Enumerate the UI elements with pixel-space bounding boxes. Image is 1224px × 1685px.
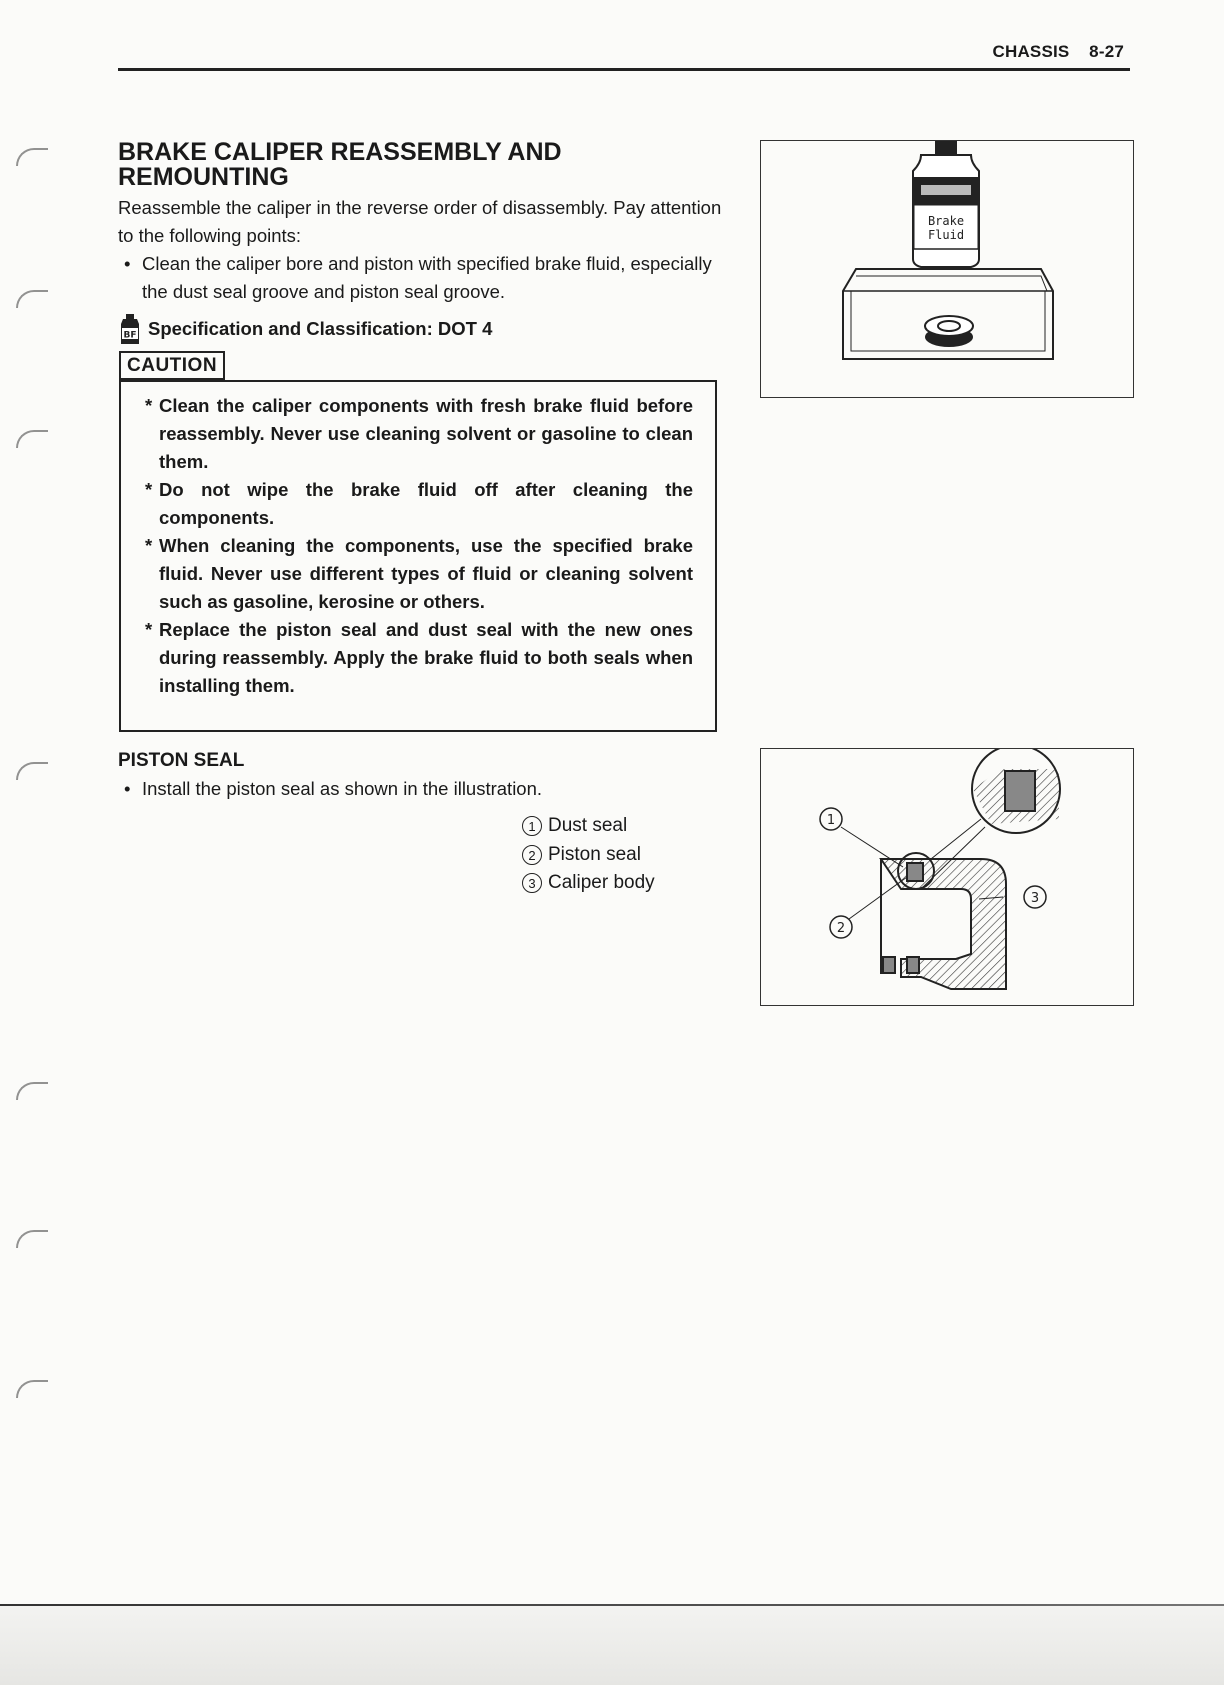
caution-item bbox=[145, 616, 693, 700]
bullet-dot: • bbox=[124, 253, 131, 274]
bullet-text: Clean the caliper bore and piston with specified brake fluid, especially the dust seal groove and piston seal groove. bbox=[142, 253, 712, 302]
punch-mark bbox=[16, 1380, 48, 1398]
punch-mark bbox=[16, 762, 48, 780]
callout-3: 3 bbox=[1030, 891, 1040, 906]
caution-star: * bbox=[145, 395, 153, 416]
punch-mark bbox=[16, 430, 48, 448]
caution-item bbox=[145, 476, 693, 532]
piston-seal-figure bbox=[760, 748, 1134, 1006]
caution-star: * bbox=[145, 535, 153, 556]
brake-fluid-icon-label: BF bbox=[123, 330, 137, 341]
legend-item bbox=[522, 841, 655, 870]
caution-star: * bbox=[145, 619, 153, 640]
bullet-text: Install the piston seal as shown in the illustration. bbox=[142, 778, 543, 799]
page-header bbox=[992, 42, 1124, 62]
caliper-section-illustration bbox=[761, 749, 1134, 1006]
caution-box bbox=[119, 380, 717, 732]
caution-item bbox=[145, 532, 693, 616]
list-item bbox=[118, 775, 730, 803]
legend-number: 1 bbox=[522, 816, 542, 836]
figure-legend bbox=[522, 812, 655, 898]
legend-label: Piston seal bbox=[548, 843, 641, 865]
header-rule bbox=[118, 68, 1130, 71]
section-title: BRAKE CALIPER REASSEMBLY AND REMOUNTING bbox=[118, 138, 562, 191]
brake-fluid-illustration bbox=[761, 141, 1134, 398]
caution-text: Replace the piston seal and dust seal with the new ones during reassembly. Apply the brake fluid to both seals when installing them. bbox=[159, 619, 693, 696]
legend-item bbox=[522, 812, 655, 841]
callout-1: 1 bbox=[826, 813, 836, 828]
bottle-label-line-1: Brake bbox=[927, 214, 965, 228]
legend-number: 3 bbox=[522, 873, 542, 893]
caution-text: When cleaning the components, use the specified brake fluid. Never use different types of fluid or cleaning solvent such as gasoline, kerosine or others. bbox=[159, 535, 693, 612]
caution-star: * bbox=[145, 479, 153, 500]
bottle-label-line-2: Fluid bbox=[927, 228, 965, 242]
caution-item bbox=[145, 392, 693, 476]
list-item bbox=[118, 250, 730, 306]
legend-item bbox=[522, 869, 655, 898]
header-section: CHASSIS bbox=[992, 42, 1070, 61]
specification-line bbox=[120, 314, 492, 344]
caution-text: Do not wipe the brake fluid off after cleaning the components. bbox=[159, 479, 693, 528]
piston-seal-title: PISTON SEAL bbox=[118, 750, 245, 771]
bullet-dot: • bbox=[124, 778, 131, 799]
legend-label: Caliper body bbox=[548, 872, 655, 893]
header-page-number: 8-27 bbox=[1089, 42, 1124, 61]
punch-mark bbox=[16, 290, 48, 308]
caution-label: CAUTION bbox=[119, 351, 225, 380]
brake-fluid-figure bbox=[760, 140, 1134, 398]
punch-mark bbox=[16, 1230, 48, 1248]
specification-text: Specification and Classification: DOT 4 bbox=[148, 318, 493, 339]
punch-mark bbox=[16, 148, 48, 166]
intro-paragraph: Reassemble the caliper in the reverse order of disassembly. Pay attention to the following points: bbox=[118, 197, 722, 246]
legend-label: Dust seal bbox=[548, 815, 628, 836]
brake-fluid-icon bbox=[120, 314, 140, 344]
caution-text: Clean the caliper components with fresh brake fluid before reassembly. Never use cleaning solvent or gasoline to clean them. bbox=[159, 395, 693, 472]
footer-shade bbox=[0, 1606, 1224, 1685]
legend-number: 2 bbox=[522, 845, 542, 865]
punch-mark bbox=[16, 1082, 48, 1100]
callout-2: 2 bbox=[836, 921, 846, 936]
